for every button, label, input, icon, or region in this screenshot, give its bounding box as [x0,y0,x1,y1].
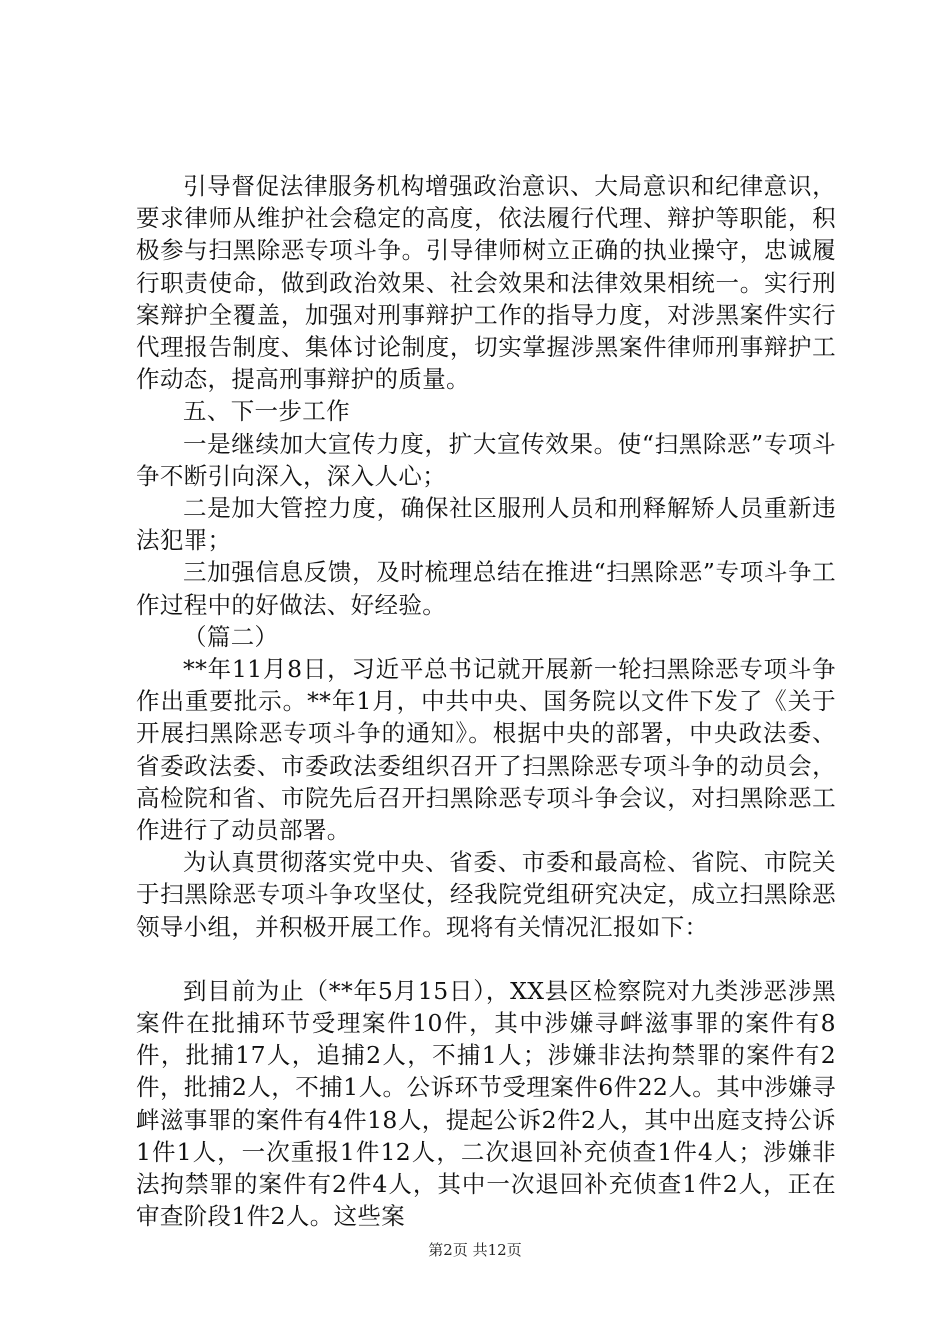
paragraph-case-statistics: 到目前为止（**年5月15日），XX县区检察院对九类涉恶涉黑案件在批捕环节受理案件10件，其中涉嫌寻衅滋事罪的案件有8件，批捕17人，追捕2人，不捕1人；涉嫌非法拘禁罪的案件有2件，批捕2人，不捕1人。公诉环节受理案件6件22人。其中涉嫌寻衅滋事罪的案件有4件18人，提起公诉2件2人，其中出庭支持公诉1件1人，一次重报1件12人，二次退回补充侦查1件4人；涉嫌非法拘禁罪的案件有2件4人，其中一次退回补充侦查1件2人，正在审查阶段1件2人。这些案 [136,976,836,1231]
paragraph-lawyer-guidance: 引导督促法律服务机构增强政治意识、大局意识和纪律意识，要求律师从维护社会稳定的高度，依法履行代理、辩护等职能，积极参与扫黑除恶专项斗争。引导律师树立正确的执业操守，忠诚履行职责使命，做到政治效果、社会效果和法律效果相统一。实行刑案辩护全覆盖，加强对刑事辩护工作的指导力度，对涉黑案件实行代理报告制度、集体讨论制度，切实掌握涉黑案件律师刑事辩护工作动态，提高刑事辩护的质量。 [136,172,836,394]
paragraph-background: **年11月8日，习近平总书记就开展新一轮扫黑除恶专项斗争作出重要批示。**年1月，中共中央、国务院以文件下发了《关于开展扫黑除恶专项斗争的通知》。根据中央的部署，中央政法委、省委政法委、市委政法委组织召开了扫黑除恶专项斗争的动员会，高检院和省、市院先后召开扫黑除恶专项斗争会议，对扫黑除恶工作进行了动员部署。 [136,655,836,845]
page-footer: 第2页 共12页 [428,1241,522,1259]
document-body [136,170,836,1233]
paragraph-spacer [136,943,836,975]
paragraph-step-two: 二是加大管控力度，确保社区服刑人员和刑释解矫人员重新违法犯罪； [136,494,836,555]
paragraph-step-three: 三加强信息反馈，及时梳理总结在推进“扫黑除恶”专项斗争工作过程中的好做法、好经验。 [136,558,836,619]
section-heading-next-steps: 五、下一步工作 [183,397,350,426]
paragraph-leadership-group: 为认真贯彻落实党中央、省委、市委和最高检、省院、市院关于扫黑除恶专项斗争攻坚仗，经我院党组研究决定，成立扫黑除恶领导小组，并积极开展工作。现将有关情况汇报如下： [136,848,836,941]
part-two-heading: （篇二） [183,622,279,651]
paragraph-step-one: 一是继续加大宣传力度，扩大宣传效果。使“扫黑除恶”专项斗争不断引向深入，深入人心； [136,429,836,490]
